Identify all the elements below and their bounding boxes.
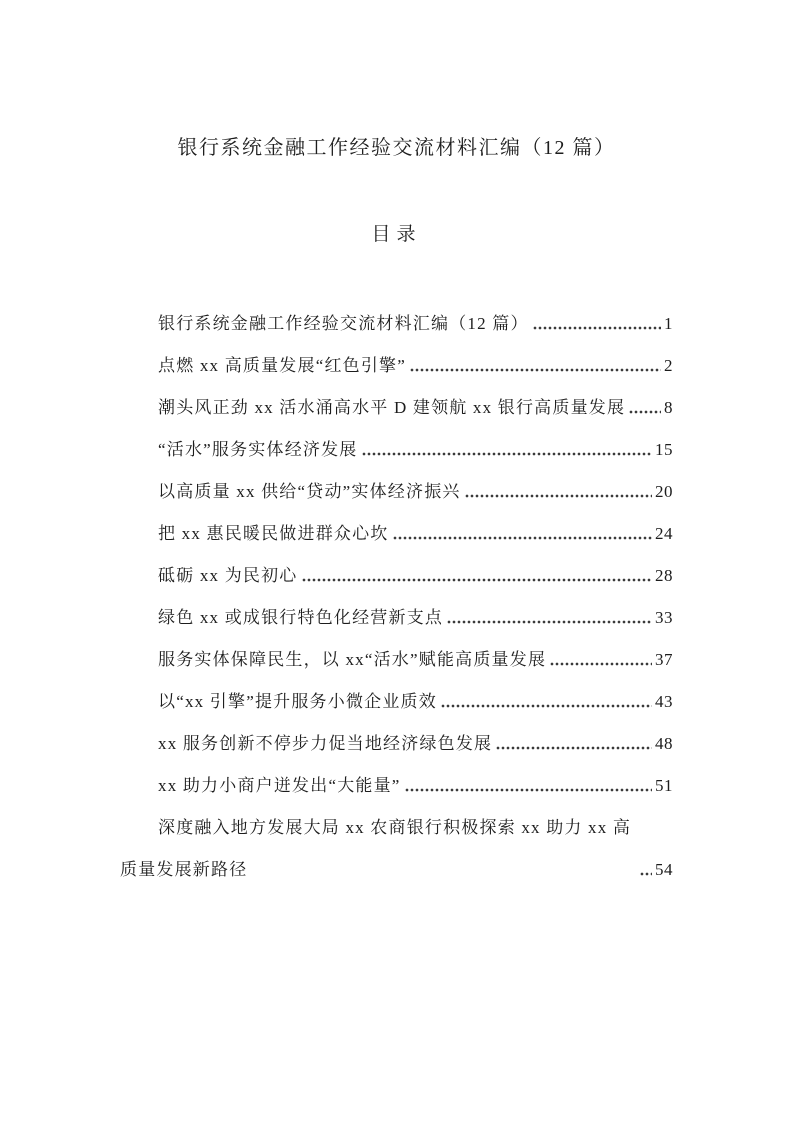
toc-leader-dots (393, 536, 653, 540)
toc-entry[interactable] (120, 597, 673, 639)
toc-entry[interactable] (120, 723, 673, 765)
toc-page-number: 28 (655, 566, 673, 585)
toc-page-number: 1 (664, 314, 673, 333)
toc-entry[interactable] (120, 387, 673, 429)
toc-entry[interactable] (120, 807, 673, 891)
toc-entry-title: 服务实体保障民生，以 xx“活水”赋能高质量发展 (158, 650, 547, 669)
toc-entry-title: “活水”服务实体经济发展 (158, 440, 358, 459)
toc-entry-title: 深度融入地方发展大局 xx 农商银行积极探索 xx 助力 xx 高质量发展新路径 (120, 818, 632, 879)
toc-entry-title: 潮头风正劲 xx 活水涌高水平 D 建领航 xx 银行高质量发展 (158, 398, 626, 417)
document-title: 银行系统金融工作经验交流材料汇编（12 篇） (177, 137, 616, 159)
toc-page-number: 15 (655, 440, 673, 459)
toc-list (120, 303, 673, 891)
toc-page-number: 37 (655, 650, 673, 669)
toc-entry[interactable] (120, 471, 673, 513)
toc-page-number: 20 (655, 482, 673, 501)
toc-entry[interactable] (120, 639, 673, 681)
toc-entry[interactable] (120, 345, 673, 387)
toc-page-number: 51 (655, 776, 673, 795)
toc-leader-dots (465, 494, 652, 498)
toc-leader-dots (629, 410, 661, 414)
toc-leader-dots (410, 368, 661, 372)
toc-page-number: 8 (664, 398, 673, 417)
toc-page-number: 54 (655, 860, 673, 879)
toc-entry-title: 把 xx 惠民暖民做进群众心坎 (158, 524, 389, 543)
toc-entry-title: xx 服务创新不停步力促当地经济绿色发展 (158, 734, 493, 753)
toc-entry-title: 绿色 xx 或成银行特色化经营新支点 (158, 608, 444, 627)
toc-leader-dots (533, 326, 661, 330)
toc-entry[interactable] (120, 681, 673, 723)
toc-entry[interactable] (120, 303, 673, 345)
toc-page-number: 48 (655, 734, 673, 753)
toc-leader-dots (447, 620, 652, 624)
toc-leader-dots (362, 452, 653, 456)
toc-entry-title: 砥砺 xx 为民初心 (158, 566, 298, 585)
toc-page-number: 24 (655, 524, 673, 543)
toc-leader-dots (302, 578, 653, 582)
toc-page-number: 43 (655, 692, 673, 711)
toc-entry[interactable] (120, 429, 673, 471)
toc-entry-title: 以“xx 引擎”提升服务小微企业质效 (158, 692, 437, 711)
toc-leader-dots (550, 662, 652, 666)
toc-page-number: 33 (655, 608, 673, 627)
toc-entry[interactable] (120, 765, 673, 807)
toc-entry[interactable] (120, 513, 673, 555)
toc-entry-title: 点燃 xx 高质量发展“红色引擎” (158, 356, 406, 375)
toc-leader-dots (640, 872, 652, 876)
toc-heading: 目录 (371, 224, 422, 245)
toc-entry-title: 银行系统金融工作经验交流材料汇编（12 篇） (158, 314, 529, 333)
toc-entry-title: xx 助力小商户迸发出“大能量” (158, 776, 401, 795)
toc-leader-dots (496, 746, 652, 750)
toc-leader-dots (441, 704, 652, 708)
toc-page-number: 2 (664, 356, 673, 375)
toc-entry[interactable] (120, 555, 673, 597)
toc-entry-title: 以高质量 xx 供给“贷动”实体经济振兴 (158, 482, 461, 501)
toc-leader-dots (405, 788, 652, 792)
